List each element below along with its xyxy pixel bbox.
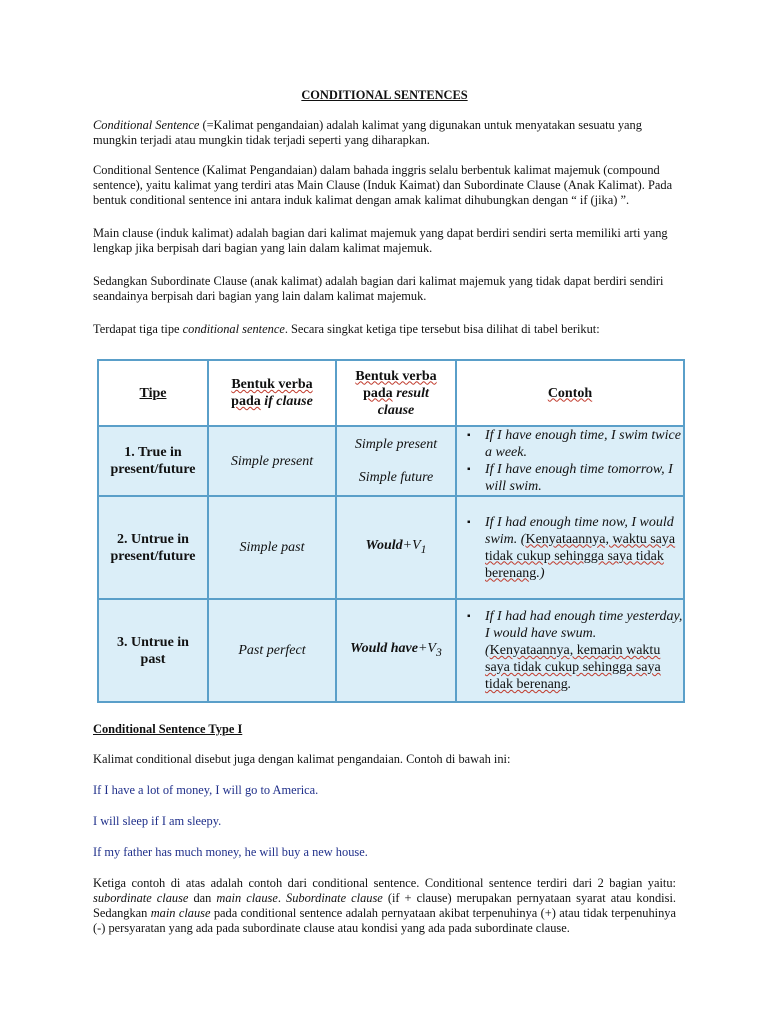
type1-intro: Kalimat conditional disebut juga dengan kalimat pengandaian. Contoh di bawah ini: [93, 752, 511, 766]
type1-example-3: If my father has much money, he will buy a new house. [93, 845, 368, 859]
type1-explanation: Ketiga contoh di atas adalah contoh dari conditional sentence. Conditional sentence terdiri dari 2 bagian yaitu: subordinate clause dan main clause. Subordinate clause (if + clause) merupakan pernyataan syarat atau kondisi. Sedangkan main clause pada conditional sentence adalah pernyataan akibat terpenuhinya (+) atau tidak terpenuhinya (-) persyaratan yang ada pada subordinate clause atau kondisi yang ada pada subordinate clause. [93, 876, 676, 935]
table-row [98, 599, 684, 702]
row1-if-form: Simple present [208, 426, 336, 496]
row2-examples [456, 496, 684, 599]
row1-result-form: Simple present Simple future [336, 426, 456, 496]
intro-paragraph-2: Conditional Sentence (Kalimat Pengandaian) dalam bahada inggris selalu berbentuk kalimat majemuk (compound sentence), yaitu kalimat yang terdiri atas Main Clause (Induk Kaimat) dan Subordinate Clause (Anak Kalimat). Pada bentuk conditional sentence ini antara induk kalimat dengan amak kalimat dihubungkan dengan “ if (jika) ”. [93, 163, 673, 207]
intro-paragraph-5: Terdapat tiga tipe conditional sentence. Secara singkat ketiga tipe tersebut bisa dilihat di tabel berikut: [93, 322, 600, 336]
type1-heading: Conditional Sentence Type I [93, 722, 243, 736]
row3-tipe: 3. Untrue in past [98, 599, 208, 702]
row2-result-form: $Would+V_1$ [336, 496, 456, 599]
row2-if-form: Simple past [208, 496, 336, 599]
type1-section [93, 722, 676, 951]
conditional-types-table [97, 359, 683, 703]
row3-result-form: Would $have+V_3$ [336, 599, 456, 702]
table-row [98, 496, 684, 599]
row1-tipe: 1. True in present/future [98, 426, 208, 496]
list-item: ▪ If I had had enough time yesterday, I would have swum. (Kenyataannya, kemarin waktu saya tidak cukup sehingga saya tidak berenang. [467, 609, 683, 692]
row3-if-form: Past perfect [208, 599, 336, 702]
document-page [93, 88, 676, 352]
list-item: ▪ If I have enough time tomorrow, I will swim. [467, 462, 673, 494]
table-header-row [98, 360, 684, 426]
list-item: ▪ If I have enough time, I swim twice a week. [467, 428, 681, 460]
intro-paragraph-3: Main clause (induk kalimat) adalah bagian dari kalimat majemuk yang dapat berdiri sendiri serta memiliki arti yang lengkap jika berpisah dari bagian yang lain dalam kalimat majemuk. [93, 226, 668, 255]
page-title: CONDITIONAL SENTENCES [301, 88, 468, 102]
header-verb-if: Bentuk verba pada if clause [208, 360, 336, 426]
row2-tipe: 2. Untrue in present/future [98, 496, 208, 599]
intro-paragraph-1: Conditional Sentence (=Kalimat pengandaian) adalah kalimat yang digunakan untuk menyatakan sesuatu yang mungkin terjadi atau mungkin tidak terjadi seperti yang diharapkan. [93, 118, 642, 147]
header-verb-result: Bentuk verba pada result clause [336, 360, 456, 426]
table-row [98, 426, 684, 496]
intro-paragraph-4: Sedangkan Subordinate Clause (anak kalimat) adalah bagian dari kalimat majemuk yang tidak dapat berdiri sendiri seandainya berpisah dari bagian yang lain dalam kalimat majemuk. [93, 274, 664, 303]
list-item: ▪ If I had enough time now, I would swim. (Kenyataannya, waktu saya tidak cukup sehingga saya tidak berenang.) [467, 514, 676, 581]
type1-example-2: I will sleep if I am sleepy. [93, 814, 222, 828]
row3-examples [456, 599, 684, 702]
header-tipe: Tipe [98, 360, 208, 426]
term-conditional-sentence: Conditional Sentence [93, 118, 200, 132]
header-contoh: Contoh [456, 360, 684, 426]
type1-example-1: If I have a lot of money, I will go to America. [93, 783, 319, 797]
row1-examples [456, 426, 684, 496]
